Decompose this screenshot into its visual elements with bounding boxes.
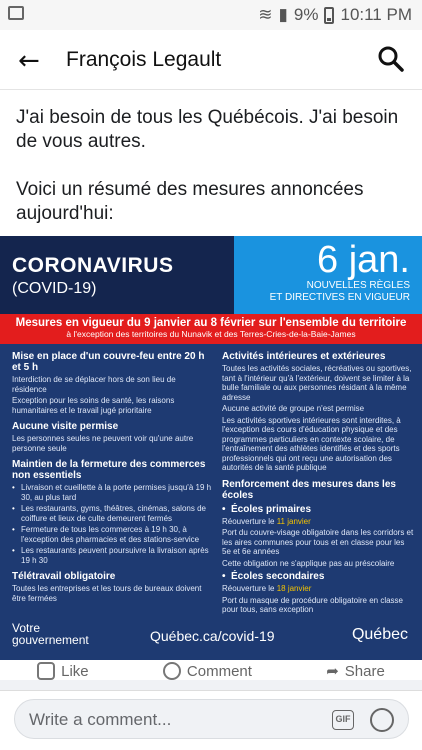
- secondary-schools-title: • Écoles secondaires: [222, 571, 414, 582]
- secondary-reopen-date: 18 janvier: [276, 584, 312, 593]
- battery-percent: 9%: [293, 5, 319, 24]
- commerce-item: • Livraison et cueillette à la porte permises jusqu'à 19 h 30, au plus tard: [12, 483, 212, 502]
- covid-infographic[interactable]: [0, 236, 422, 660]
- like-button[interactable]: [37, 650, 89, 680]
- image-notification-icon: [8, 6, 24, 20]
- votre-gouvernement-logo: [12, 622, 89, 646]
- post-line-2: Voici un résumé des mesures annoncées aujourd'hui:: [16, 179, 364, 224]
- post-actions: [0, 650, 422, 680]
- primary-reopen-label: Réouverture le: [222, 516, 277, 526]
- infographic-subtitle: (COVID-19): [12, 280, 97, 297]
- visits-item: Les personnes seules ne peuvent voir qu'une autre personne seule: [12, 434, 194, 453]
- logo-line-2: gouvernement: [12, 633, 89, 647]
- comment-label: Comment: [186, 662, 252, 680]
- territory-exception: à l'exception des territoires du Nunavik et des Terres-Cries-de-la-Baie-James: [66, 329, 356, 339]
- emoji-icon[interactable]: [370, 708, 394, 732]
- activities-title: Activités intérieures et extérieures: [222, 351, 386, 362]
- new-rules-label-2: ET DIRECTIVES EN VIGUEUR: [269, 292, 410, 303]
- telework-item: Toutes les entreprises et les tours de bureaux doivent être fermées: [12, 584, 202, 603]
- post: [0, 90, 422, 680]
- new-rules-label: NOUVELLES RÈGLES: [306, 280, 410, 291]
- effective-dates: Mesures en vigueur du 9 janvier au 8 février sur l'ensemble du territoire: [15, 317, 407, 329]
- left-column: [12, 351, 212, 609]
- infographic-title: CORONAVIRUS: [12, 254, 174, 277]
- telework-title: Télétravail obligatoire: [12, 571, 116, 582]
- comment-icon: [163, 662, 181, 680]
- share-label: Share: [344, 662, 385, 680]
- covid-url: Québec.ca/covid-19: [150, 628, 275, 644]
- comment-placeholder: Write a comment...: [29, 710, 172, 729]
- post-line-1: J'ai besoin de tous les Québécois. J'ai besoin de vous autres.: [16, 107, 399, 152]
- top-bar: [0, 30, 422, 90]
- battery-icon: [324, 7, 334, 24]
- effective-dates-bar: [0, 314, 422, 344]
- thumbs-up-icon: [37, 662, 55, 680]
- share-icon: ➦: [326, 663, 339, 680]
- visits-title: Aucune visite permise: [12, 421, 119, 432]
- signal-icon: ▮: [278, 5, 288, 24]
- commerce-item: • Fermeture de tous les commerces à 19 h 30, à l'exception des pharmacies et des stations-service: [12, 525, 212, 544]
- secondary-item: Port du masque de procédure obligatoire en classe pour tous, sans exception: [222, 595, 403, 614]
- logo-line-1: Votre: [12, 621, 41, 635]
- post-text: [16, 106, 411, 226]
- curfew-title: Mise en place d'un couvre-feu entre 20 h et 5 h: [12, 351, 205, 373]
- right-column: [222, 351, 414, 621]
- primary-item: Port du couvre-visage obligatoire dans les corridors et les aires communes pour tous et en classe pour les 5e et 6e années: [222, 528, 414, 556]
- commerce-item: • Les restaurants peuvent poursuivre la livraison après 19 h 30: [12, 546, 212, 565]
- announcement-date: 6 jan.: [317, 239, 410, 281]
- primary-reopen-date: 11 janvier: [276, 516, 311, 526]
- comment-input[interactable]: [14, 699, 409, 739]
- gif-button[interactable]: GIF: [332, 710, 354, 730]
- activities-item: Aucune activité de groupe n'est permise: [222, 404, 365, 413]
- clock: 10:11 PM: [340, 5, 412, 24]
- schools-title: Renforcement des mesures dans les écoles: [222, 478, 396, 501]
- activities-item: Les activités sportives intérieures sont interdites, à l'exception des cours d'éducation physique et des programmes particuliers en contexte scolaire, de l'entraînement des athlètes identifiés et des sports professionnels qui ont reçu une autorisation des autorités de la santé publique: [222, 415, 401, 472]
- primary-schools-title: • Écoles primaires: [222, 504, 414, 515]
- date-panel: [234, 236, 422, 314]
- primary-item: Cette obligation ne s'applique pas au préscolaire: [222, 558, 395, 568]
- status-bar: [0, 0, 422, 30]
- page-title: François Legault: [66, 48, 222, 71]
- commerce-item: • Les restaurants, gyms, théâtres, cinémas, salons de coiffure et lieux de culte demeurent fermés: [12, 504, 212, 523]
- share-button[interactable]: [326, 650, 385, 680]
- curfew-item: Exception pour les soins de santé, les raisons humanitaires et le travail jugé prioritaire: [12, 396, 175, 415]
- commerce-title: Maintien de la fermeture des commerces non essentiels: [12, 459, 206, 481]
- back-arrow-icon[interactable]: ←: [18, 46, 40, 76]
- like-label: Like: [61, 662, 89, 680]
- comment-button[interactable]: [163, 650, 252, 680]
- activities-item: Toutes les activités sociales, récréatives ou sportives, tant à l'intérieur qu'à l'extérieur, doivent se limiter à la bulle familiale ou aux personnes résidant à la même adresse: [222, 364, 412, 402]
- curfew-item: Interdiction de se déplacer hors de son lieu de résidence: [12, 375, 176, 394]
- secondary-reopen-label: Réouverture le: [222, 584, 277, 593]
- quebec-logo: Québec: [351, 626, 408, 643]
- infographic-header: [0, 236, 422, 314]
- comment-composer: [0, 690, 422, 750]
- wifi-icon: ≋: [258, 5, 273, 24]
- search-icon[interactable]: [378, 46, 404, 72]
